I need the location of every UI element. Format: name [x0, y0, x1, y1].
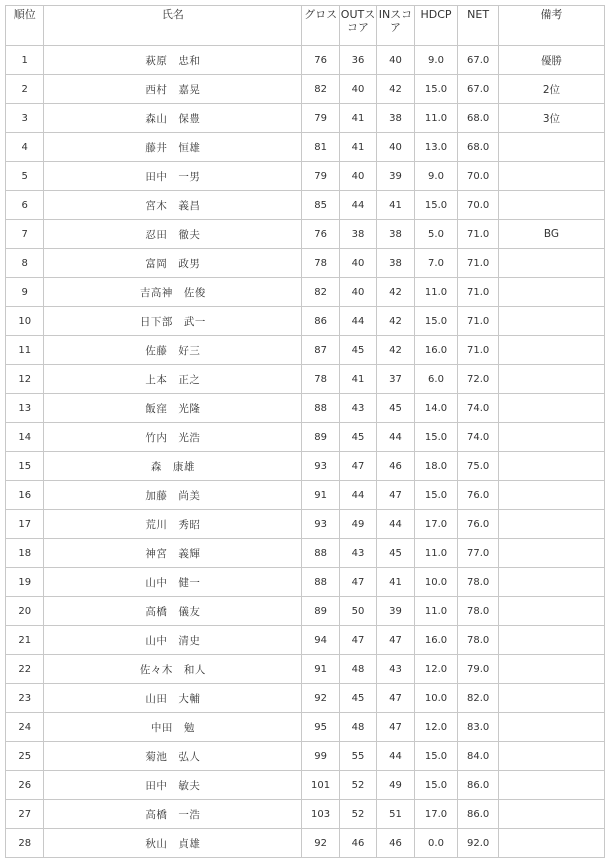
cell-hdcp: 11.0 [414, 597, 458, 626]
cell-net: 76.0 [458, 510, 499, 539]
cell-net: 82.0 [458, 684, 499, 713]
cell-hdcp: 17.0 [414, 800, 458, 829]
cell-note [498, 191, 604, 220]
header-out-score: OUTスコア [339, 6, 376, 46]
cell-name: 山中 健一 [44, 568, 302, 597]
cell-out-score: 36 [339, 46, 376, 75]
cell-gross: 101 [302, 771, 339, 800]
cell-gross: 88 [302, 394, 339, 423]
cell-in-score: 46 [377, 452, 414, 481]
cell-net: 71.0 [458, 336, 499, 365]
table-row [6, 423, 605, 452]
cell-gross: 88 [302, 568, 339, 597]
cell-in-score: 40 [377, 46, 414, 75]
cell-name: 日下部 武一 [44, 307, 302, 336]
cell-gross: 85 [302, 191, 339, 220]
cell-rank: 18 [6, 539, 44, 568]
cell-in-score: 44 [377, 742, 414, 771]
cell-note [498, 278, 604, 307]
cell-gross: 79 [302, 162, 339, 191]
cell-rank: 4 [6, 133, 44, 162]
cell-gross: 87 [302, 336, 339, 365]
cell-out-score: 43 [339, 394, 376, 423]
cell-gross: 103 [302, 800, 339, 829]
table-row [6, 829, 605, 858]
cell-rank: 15 [6, 452, 44, 481]
table-row [6, 568, 605, 597]
cell-net: 68.0 [458, 133, 499, 162]
cell-note [498, 568, 604, 597]
cell-in-score: 47 [377, 713, 414, 742]
cell-note [498, 394, 604, 423]
cell-net: 67.0 [458, 75, 499, 104]
cell-net: 68.0 [458, 104, 499, 133]
table-row [6, 336, 605, 365]
cell-name: 山田 大輔 [44, 684, 302, 713]
cell-name: 加藤 尚美 [44, 481, 302, 510]
cell-rank: 9 [6, 278, 44, 307]
table-row [6, 220, 605, 249]
cell-out-score: 48 [339, 713, 376, 742]
table-body [6, 46, 605, 858]
cell-in-score: 42 [377, 75, 414, 104]
cell-note [498, 800, 604, 829]
table-row [6, 510, 605, 539]
cell-out-score: 49 [339, 510, 376, 539]
table-row [6, 800, 605, 829]
cell-out-score: 46 [339, 829, 376, 858]
cell-gross: 78 [302, 365, 339, 394]
cell-rank: 14 [6, 423, 44, 452]
cell-rank: 21 [6, 626, 44, 655]
cell-gross: 92 [302, 829, 339, 858]
cell-net: 86.0 [458, 771, 499, 800]
cell-net: 77.0 [458, 539, 499, 568]
cell-rank: 12 [6, 365, 44, 394]
cell-name: 高橋 一浩 [44, 800, 302, 829]
cell-net: 71.0 [458, 249, 499, 278]
cell-hdcp: 15.0 [414, 423, 458, 452]
cell-net: 71.0 [458, 278, 499, 307]
table-row [6, 771, 605, 800]
cell-in-score: 45 [377, 394, 414, 423]
cell-net: 71.0 [458, 307, 499, 336]
cell-gross: 79 [302, 104, 339, 133]
cell-rank: 27 [6, 800, 44, 829]
cell-in-score: 46 [377, 829, 414, 858]
cell-rank: 5 [6, 162, 44, 191]
cell-rank: 13 [6, 394, 44, 423]
table-row [6, 46, 605, 75]
cell-out-score: 41 [339, 365, 376, 394]
cell-note [498, 481, 604, 510]
cell-name: 佐藤 好三 [44, 336, 302, 365]
cell-note: 2位 [498, 75, 604, 104]
cell-in-score: 44 [377, 423, 414, 452]
table-row [6, 162, 605, 191]
cell-out-score: 47 [339, 452, 376, 481]
cell-rank: 17 [6, 510, 44, 539]
cell-net: 78.0 [458, 597, 499, 626]
cell-rank: 26 [6, 771, 44, 800]
cell-name: 中田 勉 [44, 713, 302, 742]
cell-hdcp: 15.0 [414, 191, 458, 220]
cell-net: 70.0 [458, 162, 499, 191]
cell-net: 72.0 [458, 365, 499, 394]
cell-net: 86.0 [458, 800, 499, 829]
cell-hdcp: 16.0 [414, 336, 458, 365]
table-row [6, 713, 605, 742]
cell-gross: 93 [302, 452, 339, 481]
cell-out-score: 47 [339, 568, 376, 597]
cell-net: 74.0 [458, 394, 499, 423]
cell-hdcp: 17.0 [414, 510, 458, 539]
cell-note [498, 336, 604, 365]
cell-net: 78.0 [458, 626, 499, 655]
results-table [5, 5, 605, 858]
cell-note [498, 133, 604, 162]
cell-net: 70.0 [458, 191, 499, 220]
cell-net: 76.0 [458, 481, 499, 510]
cell-note [498, 365, 604, 394]
table-row [6, 104, 605, 133]
cell-out-score: 40 [339, 278, 376, 307]
cell-note [498, 829, 604, 858]
cell-gross: 88 [302, 539, 339, 568]
cell-name: 竹内 光浩 [44, 423, 302, 452]
cell-note [498, 626, 604, 655]
cell-gross: 99 [302, 742, 339, 771]
table-row [6, 394, 605, 423]
cell-note [498, 597, 604, 626]
cell-rank: 10 [6, 307, 44, 336]
cell-name: 忍田 徹夫 [44, 220, 302, 249]
cell-net: 78.0 [458, 568, 499, 597]
cell-note [498, 684, 604, 713]
cell-net: 83.0 [458, 713, 499, 742]
cell-gross: 91 [302, 655, 339, 684]
cell-in-score: 42 [377, 307, 414, 336]
cell-in-score: 41 [377, 191, 414, 220]
cell-gross: 82 [302, 278, 339, 307]
cell-name: 宮木 義昌 [44, 191, 302, 220]
cell-rank: 22 [6, 655, 44, 684]
cell-note [498, 452, 604, 481]
header-gross: グロス [302, 6, 339, 46]
cell-gross: 76 [302, 46, 339, 75]
cell-hdcp: 10.0 [414, 684, 458, 713]
cell-name: 西村 嘉晃 [44, 75, 302, 104]
cell-gross: 82 [302, 75, 339, 104]
cell-out-score: 38 [339, 220, 376, 249]
cell-rank: 3 [6, 104, 44, 133]
cell-in-score: 47 [377, 626, 414, 655]
cell-name: 萩原 忠和 [44, 46, 302, 75]
cell-gross: 81 [302, 133, 339, 162]
cell-hdcp: 15.0 [414, 481, 458, 510]
cell-hdcp: 5.0 [414, 220, 458, 249]
cell-out-score: 52 [339, 800, 376, 829]
header-row [6, 6, 605, 46]
table-row [6, 742, 605, 771]
table-row [6, 684, 605, 713]
cell-note [498, 771, 604, 800]
cell-hdcp: 15.0 [414, 771, 458, 800]
cell-in-score: 51 [377, 800, 414, 829]
cell-hdcp: 15.0 [414, 742, 458, 771]
cell-in-score: 47 [377, 481, 414, 510]
cell-rank: 20 [6, 597, 44, 626]
table-row [6, 626, 605, 655]
cell-rank: 6 [6, 191, 44, 220]
cell-out-score: 44 [339, 307, 376, 336]
cell-note [498, 655, 604, 684]
cell-name: 森 康雄 [44, 452, 302, 481]
cell-name: 神宮 義輝 [44, 539, 302, 568]
header-name: 氏名 [44, 6, 302, 46]
cell-in-score: 42 [377, 336, 414, 365]
cell-gross: 91 [302, 481, 339, 510]
cell-note [498, 162, 604, 191]
cell-out-score: 40 [339, 249, 376, 278]
cell-in-score: 40 [377, 133, 414, 162]
cell-hdcp: 9.0 [414, 46, 458, 75]
table-row [6, 133, 605, 162]
cell-out-score: 41 [339, 104, 376, 133]
cell-hdcp: 15.0 [414, 75, 458, 104]
cell-rank: 28 [6, 829, 44, 858]
cell-hdcp: 14.0 [414, 394, 458, 423]
cell-name: 山中 清史 [44, 626, 302, 655]
table-row [6, 365, 605, 394]
cell-name: 富岡 政男 [44, 249, 302, 278]
cell-rank: 23 [6, 684, 44, 713]
cell-note: 優勝 [498, 46, 604, 75]
cell-in-score: 47 [377, 684, 414, 713]
cell-gross: 92 [302, 684, 339, 713]
cell-net: 67.0 [458, 46, 499, 75]
cell-out-score: 40 [339, 162, 376, 191]
cell-hdcp: 13.0 [414, 133, 458, 162]
cell-out-score: 45 [339, 336, 376, 365]
cell-in-score: 38 [377, 104, 414, 133]
cell-out-score: 45 [339, 684, 376, 713]
cell-gross: 94 [302, 626, 339, 655]
cell-name: 田中 敏夫 [44, 771, 302, 800]
cell-gross: 95 [302, 713, 339, 742]
cell-name: 佐々木 和人 [44, 655, 302, 684]
cell-note [498, 307, 604, 336]
cell-rank: 7 [6, 220, 44, 249]
cell-in-score: 38 [377, 249, 414, 278]
cell-name: 菊池 弘人 [44, 742, 302, 771]
cell-out-score: 40 [339, 75, 376, 104]
cell-rank: 1 [6, 46, 44, 75]
table-row [6, 597, 605, 626]
cell-in-score: 44 [377, 510, 414, 539]
cell-hdcp: 16.0 [414, 626, 458, 655]
cell-out-score: 45 [339, 423, 376, 452]
cell-out-score: 50 [339, 597, 376, 626]
cell-in-score: 37 [377, 365, 414, 394]
cell-rank: 2 [6, 75, 44, 104]
cell-name: 秋山 貞雄 [44, 829, 302, 858]
cell-net: 75.0 [458, 452, 499, 481]
cell-rank: 8 [6, 249, 44, 278]
cell-name: 飯窪 光隆 [44, 394, 302, 423]
cell-note [498, 742, 604, 771]
cell-out-score: 47 [339, 626, 376, 655]
cell-net: 84.0 [458, 742, 499, 771]
cell-gross: 89 [302, 597, 339, 626]
cell-gross: 89 [302, 423, 339, 452]
header-net: NET [458, 6, 499, 46]
cell-out-score: 52 [339, 771, 376, 800]
cell-name: 田中 一男 [44, 162, 302, 191]
table-header [6, 6, 605, 46]
cell-out-score: 44 [339, 191, 376, 220]
cell-in-score: 41 [377, 568, 414, 597]
cell-out-score: 41 [339, 133, 376, 162]
table-row [6, 452, 605, 481]
cell-rank: 25 [6, 742, 44, 771]
cell-in-score: 38 [377, 220, 414, 249]
cell-hdcp: 11.0 [414, 539, 458, 568]
cell-net: 74.0 [458, 423, 499, 452]
cell-hdcp: 9.0 [414, 162, 458, 191]
cell-note: BG [498, 220, 604, 249]
cell-name: 高橋 儀友 [44, 597, 302, 626]
cell-rank: 16 [6, 481, 44, 510]
cell-name: 荒川 秀昭 [44, 510, 302, 539]
cell-hdcp: 10.0 [414, 568, 458, 597]
table-row [6, 249, 605, 278]
cell-hdcp: 18.0 [414, 452, 458, 481]
table-row [6, 655, 605, 684]
cell-in-score: 49 [377, 771, 414, 800]
cell-hdcp: 6.0 [414, 365, 458, 394]
table-row [6, 307, 605, 336]
header-in-score: INスコア [377, 6, 414, 46]
cell-in-score: 39 [377, 597, 414, 626]
cell-note [498, 423, 604, 452]
cell-hdcp: 0.0 [414, 829, 458, 858]
cell-note [498, 539, 604, 568]
cell-note [498, 510, 604, 539]
cell-gross: 76 [302, 220, 339, 249]
cell-net: 79.0 [458, 655, 499, 684]
cell-hdcp: 12.0 [414, 655, 458, 684]
header-note: 備考 [498, 6, 604, 46]
cell-gross: 93 [302, 510, 339, 539]
cell-in-score: 39 [377, 162, 414, 191]
cell-in-score: 43 [377, 655, 414, 684]
table-row [6, 539, 605, 568]
table-row [6, 481, 605, 510]
cell-net: 71.0 [458, 220, 499, 249]
cell-in-score: 42 [377, 278, 414, 307]
cell-hdcp: 15.0 [414, 307, 458, 336]
cell-name: 藤井 恒雄 [44, 133, 302, 162]
cell-hdcp: 12.0 [414, 713, 458, 742]
cell-rank: 24 [6, 713, 44, 742]
table-row [6, 278, 605, 307]
header-hdcp: HDCP [414, 6, 458, 46]
cell-note [498, 249, 604, 278]
cell-name: 上本 正之 [44, 365, 302, 394]
cell-in-score: 45 [377, 539, 414, 568]
cell-out-score: 48 [339, 655, 376, 684]
cell-out-score: 55 [339, 742, 376, 771]
cell-hdcp: 7.0 [414, 249, 458, 278]
cell-note [498, 713, 604, 742]
cell-hdcp: 11.0 [414, 104, 458, 133]
table-row [6, 75, 605, 104]
cell-gross: 78 [302, 249, 339, 278]
header-rank: 順位 [6, 6, 44, 46]
cell-out-score: 43 [339, 539, 376, 568]
cell-net: 92.0 [458, 829, 499, 858]
cell-gross: 86 [302, 307, 339, 336]
cell-hdcp: 11.0 [414, 278, 458, 307]
cell-name: 森山 保豊 [44, 104, 302, 133]
cell-rank: 11 [6, 336, 44, 365]
table-row [6, 191, 605, 220]
cell-note: 3位 [498, 104, 604, 133]
cell-rank: 19 [6, 568, 44, 597]
cell-out-score: 44 [339, 481, 376, 510]
cell-name: 吉高神 佐俊 [44, 278, 302, 307]
